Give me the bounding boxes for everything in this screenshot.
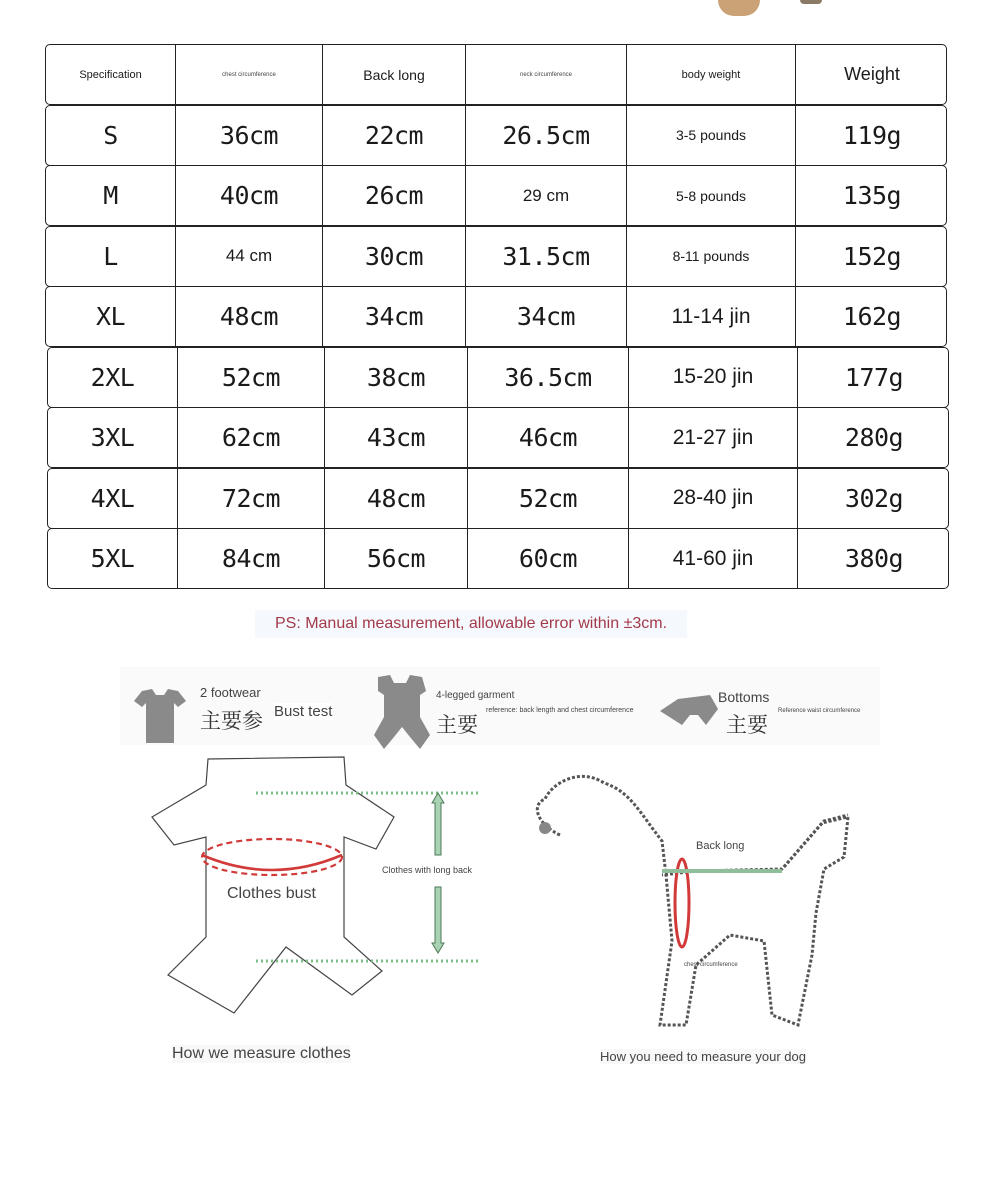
cell-weight: 280g — [844, 423, 904, 452]
cell-back-long: 26cm — [364, 181, 424, 210]
size-chart-table — [45, 44, 947, 594]
table-cell — [176, 106, 323, 165]
legged-cn: 主要 — [436, 714, 478, 737]
table-cell — [176, 166, 323, 225]
table-row — [47, 347, 949, 408]
measurement-diagram — [120, 665, 880, 1075]
chest-circumference-label: chest circumference — [684, 962, 738, 968]
table-cell — [468, 529, 629, 588]
table-row — [47, 528, 949, 589]
table-cell — [323, 166, 466, 225]
table-cell — [466, 287, 627, 346]
table-cell — [798, 469, 950, 528]
table-cell — [629, 348, 798, 407]
clothes-long-back-label: Clothes with long back — [382, 865, 473, 875]
table-cell — [325, 469, 468, 528]
dog-drawing — [537, 776, 848, 1025]
table-cell — [466, 45, 627, 104]
table-cell — [627, 106, 796, 165]
measurement-note: PS: Manual measurement, allowable error within ±3cm. — [255, 610, 687, 638]
table-cell — [798, 348, 950, 407]
bottoms-title: Bottoms — [718, 689, 770, 705]
bottoms-sub: Reference waist circumference — [778, 708, 861, 714]
table-cell — [466, 227, 627, 286]
cell-chest-circumference: 62cm — [221, 423, 281, 452]
how-we-measure-caption: How we measure clothes — [172, 1045, 351, 1062]
table-cell — [178, 529, 325, 588]
table-cell — [627, 166, 796, 225]
table-cell — [323, 106, 466, 165]
how-you-measure-caption: How you need to measure your dog — [600, 1049, 806, 1064]
table-cell — [48, 469, 178, 528]
table-cell — [629, 529, 798, 588]
product-photo-fragment-2 — [800, 0, 822, 4]
cell-chest-circumference: 84cm — [221, 544, 281, 573]
header-back-long: Back long — [363, 66, 425, 83]
table-cell — [325, 408, 468, 467]
table-cell — [627, 287, 796, 346]
table-row — [45, 105, 947, 166]
cell-chest-circumference: 52cm — [221, 362, 281, 392]
cell-body-weight: 41-60 jin — [672, 546, 754, 570]
table-cell — [176, 227, 323, 286]
cell-back-long: 56cm — [366, 544, 426, 573]
cell-specification: S — [103, 120, 118, 150]
back-long-label: Back long — [696, 840, 745, 852]
cell-weight: 152g — [842, 241, 902, 271]
table-cell — [323, 287, 466, 346]
cell-chest-circumference: 48cm — [219, 302, 279, 331]
footwear-title: 2 footwear — [200, 685, 261, 700]
legged-title: 4-legged garment — [436, 690, 515, 701]
cell-weight: 162g — [842, 302, 902, 331]
cell-neck-circumference: 26.5cm — [502, 120, 590, 150]
table-cell — [468, 408, 629, 467]
table-cell — [796, 287, 948, 346]
cell-weight: 119g — [842, 120, 902, 150]
table-cell — [323, 227, 466, 286]
header-body-weight: body weight — [681, 68, 741, 81]
cell-specification: 3XL — [90, 423, 135, 452]
cell-specification: 5XL — [90, 544, 135, 573]
cell-back-long: 38cm — [366, 362, 426, 392]
header-chest-circumference: chest circumference — [222, 71, 276, 78]
cell-weight: 177g — [844, 362, 904, 392]
table-cell — [46, 166, 176, 225]
table-cell — [796, 45, 948, 104]
table-cell — [178, 408, 325, 467]
table-cell — [323, 45, 466, 104]
bottoms-cn: 主要 — [726, 714, 768, 737]
table-cell — [627, 227, 796, 286]
cell-specification: L — [103, 241, 118, 271]
cell-neck-circumference: 36.5cm — [504, 362, 592, 392]
table-cell — [798, 529, 950, 588]
table-cell — [48, 529, 178, 588]
table-header-row — [45, 44, 947, 105]
cell-back-long: 43cm — [366, 423, 426, 452]
cell-weight: 380g — [844, 544, 904, 573]
cell-body-weight: 5-8 pounds — [675, 187, 747, 204]
table-cell — [798, 408, 950, 467]
cell-chest-circumference: 40cm — [219, 181, 279, 210]
table-cell — [468, 348, 629, 407]
cell-neck-circumference: 60cm — [518, 544, 578, 573]
table-cell — [629, 469, 798, 528]
product-photo-fragment — [718, 0, 760, 16]
cell-specification: 2XL — [90, 362, 135, 392]
table-cell — [627, 45, 796, 104]
cell-neck-circumference: 29 cm — [522, 185, 570, 205]
table-cell — [468, 469, 629, 528]
table-cell — [466, 166, 627, 225]
table-cell — [796, 166, 948, 225]
cell-back-long: 30cm — [364, 241, 424, 271]
table-row — [47, 468, 949, 529]
cell-neck-circumference: 52cm — [518, 483, 578, 513]
cell-chest-circumference: 44 cm — [225, 246, 273, 265]
cell-body-weight: 8-11 pounds — [672, 248, 750, 264]
cell-body-weight: 28-40 jin — [672, 486, 754, 509]
cell-body-weight: 11-14 jin — [671, 304, 751, 328]
table-row — [45, 226, 947, 287]
cell-chest-circumference: 72cm — [221, 483, 281, 513]
table-row — [45, 165, 947, 226]
table-cell — [46, 106, 176, 165]
cell-back-long: 22cm — [364, 120, 424, 150]
clothes-bust-label: Clothes bust — [227, 885, 316, 902]
table-cell — [176, 45, 323, 104]
table-cell — [466, 106, 627, 165]
cell-specification: 4XL — [90, 483, 135, 513]
dog-nose — [539, 822, 551, 834]
cell-chest-circumference: 36cm — [219, 120, 279, 150]
cell-neck-circumference: 31.5cm — [502, 241, 590, 271]
table-cell — [46, 227, 176, 286]
header-neck-circumference: neck circumference — [519, 71, 573, 78]
table-cell — [46, 287, 176, 346]
table-cell — [796, 106, 948, 165]
cell-body-weight: 15-20 jin — [672, 365, 754, 388]
cell-body-weight: 21-27 jin — [672, 425, 754, 449]
footwear-cn: 主要参 — [200, 710, 263, 733]
cell-body-weight: 3-5 pounds — [675, 127, 747, 143]
table-cell — [176, 287, 323, 346]
cell-back-long: 34cm — [364, 302, 424, 331]
cell-specification: XL — [95, 302, 126, 331]
table-row — [45, 286, 947, 347]
table-cell — [48, 408, 178, 467]
table-cell — [48, 348, 178, 407]
header-specification: Specification — [79, 68, 142, 81]
table-cell — [178, 469, 325, 528]
cell-neck-circumference: 46cm — [518, 423, 578, 452]
cell-specification: M — [103, 181, 118, 210]
clothes-bust-front-arc — [202, 855, 342, 870]
cell-weight: 302g — [844, 483, 904, 513]
table-cell — [629, 408, 798, 467]
legged-sub: reference: back length and chest circumference — [486, 707, 634, 714]
table-cell — [46, 45, 176, 104]
cell-back-long: 48cm — [366, 483, 426, 513]
table-cell — [796, 227, 948, 286]
table-cell — [325, 529, 468, 588]
cell-neck-circumference: 34cm — [516, 302, 576, 331]
footwear-sub: Bust test — [274, 703, 333, 720]
header-weight: Weight — [844, 64, 900, 84]
table-row — [47, 407, 949, 468]
cell-weight: 135g — [842, 181, 902, 210]
table-cell — [325, 348, 468, 407]
table-cell — [178, 348, 325, 407]
